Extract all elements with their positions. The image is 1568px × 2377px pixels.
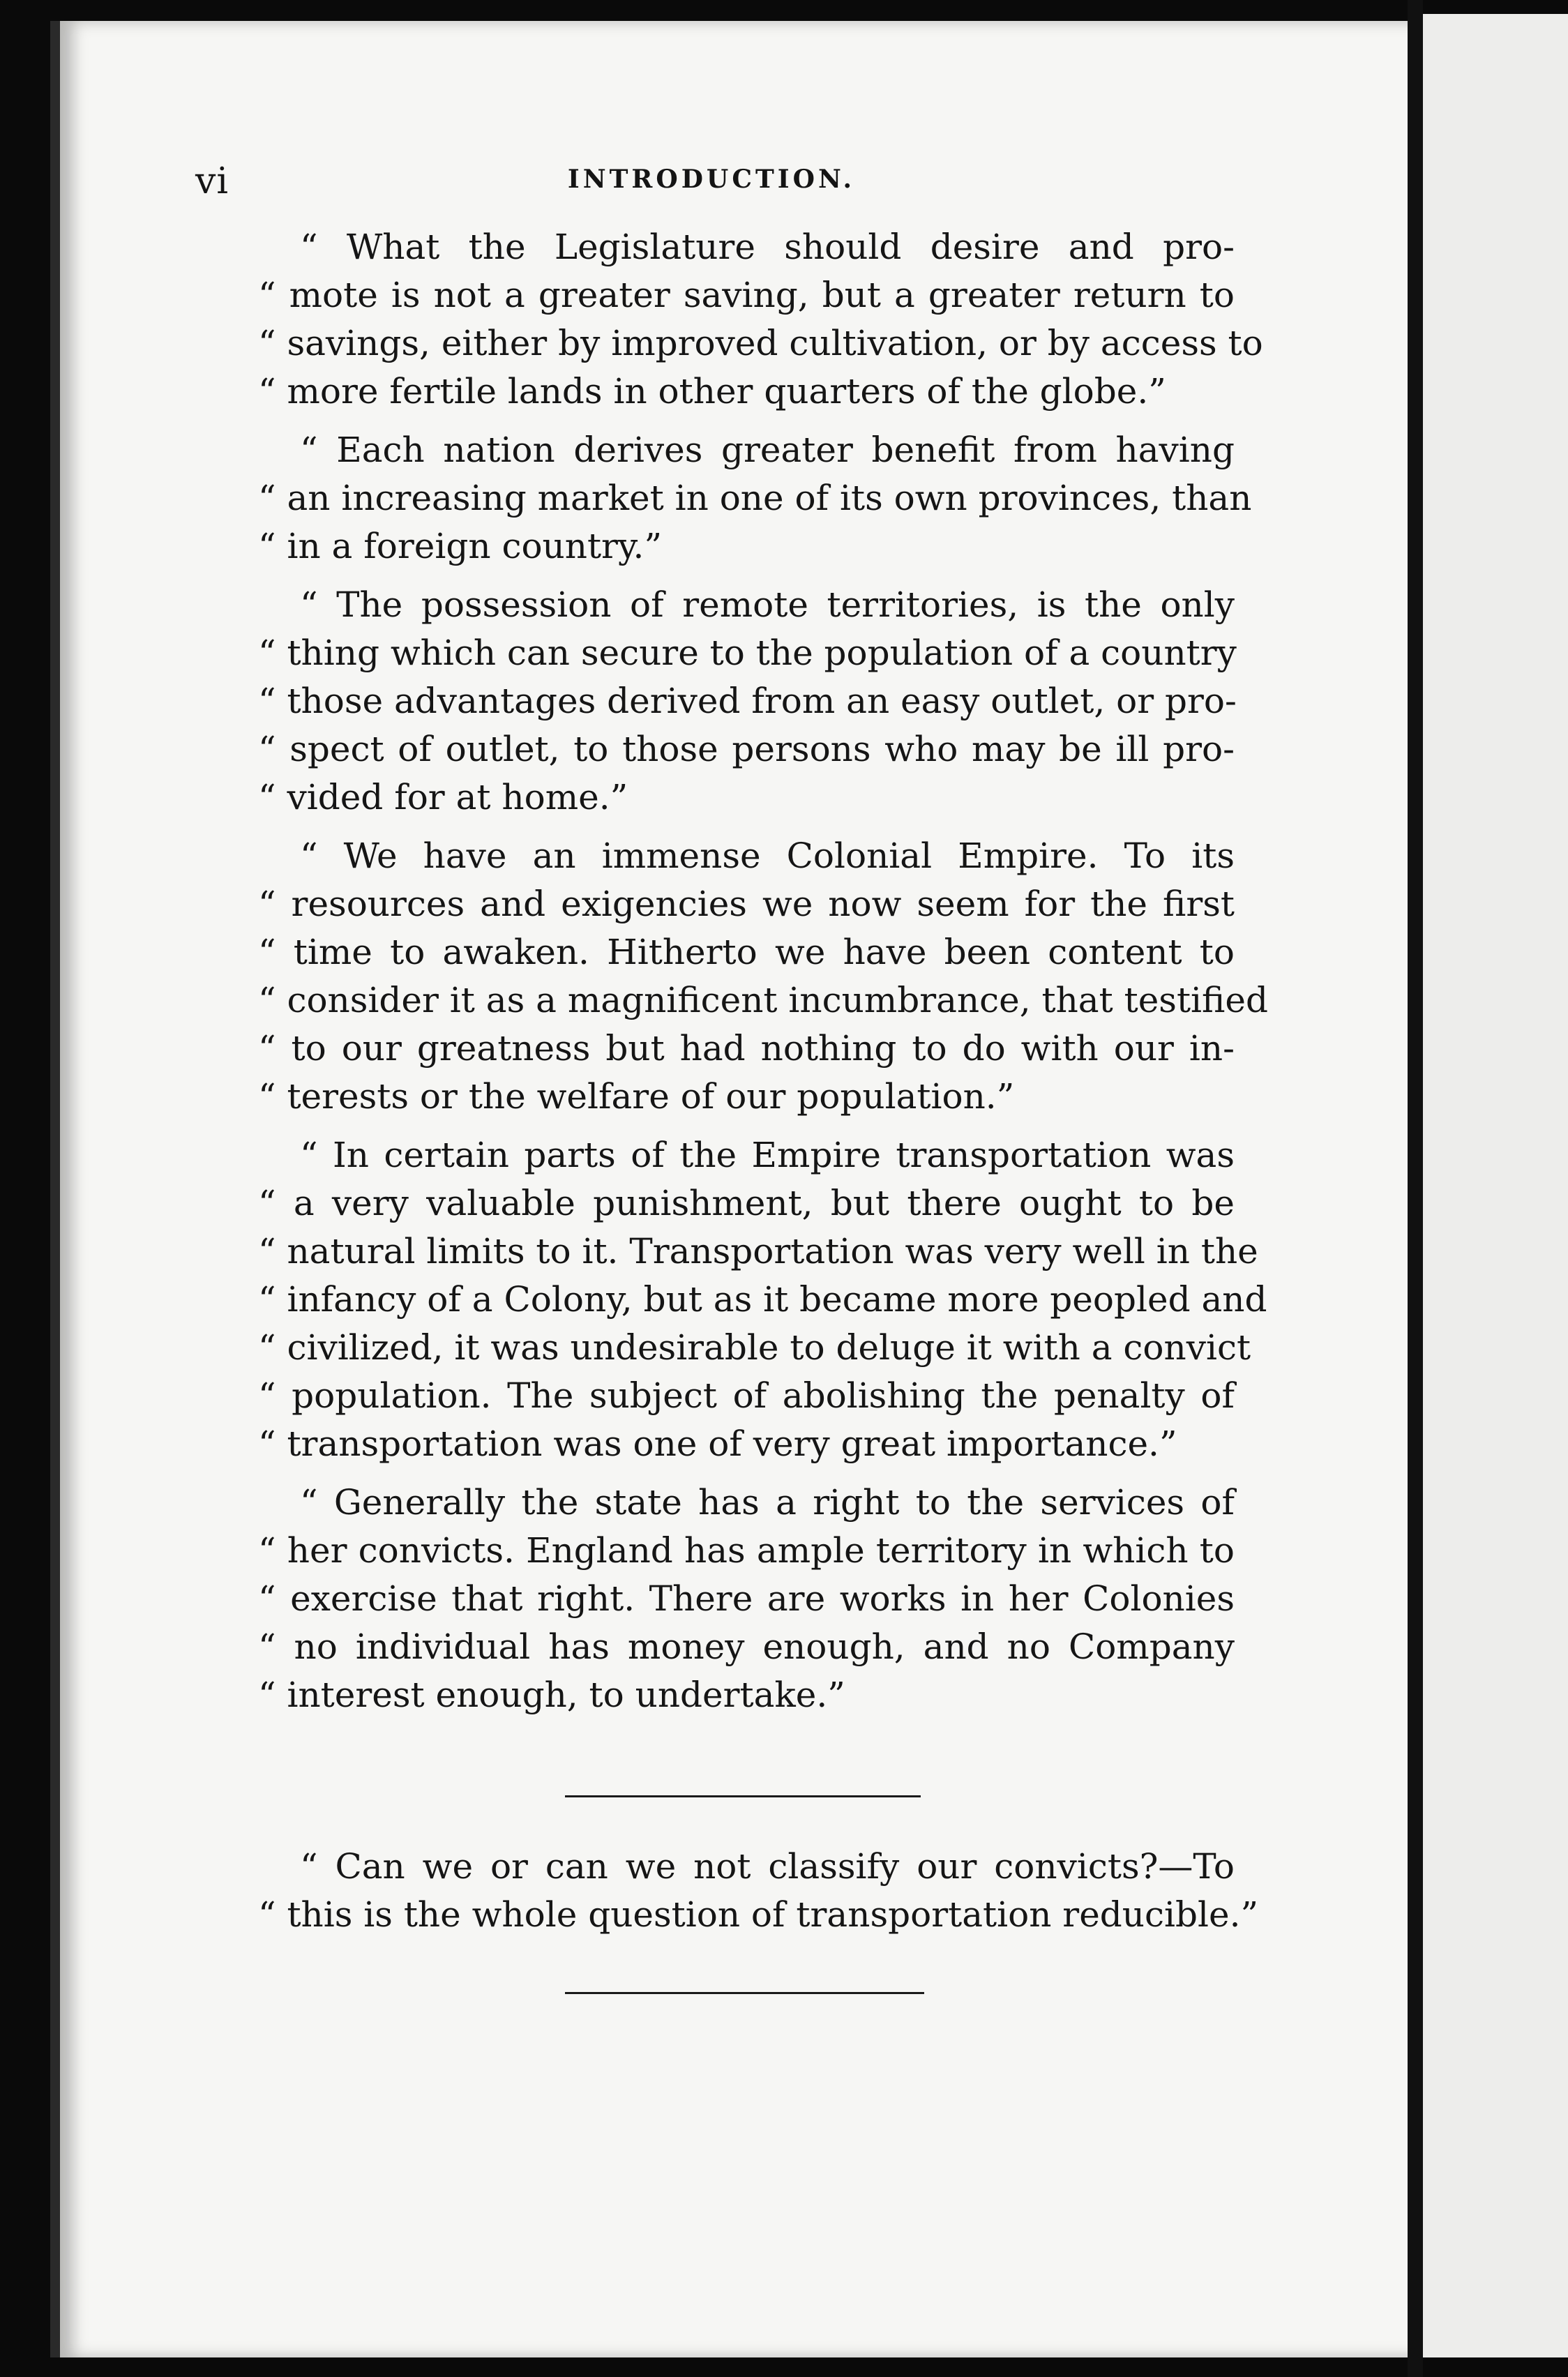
text-line: “ Can we or can we not classify our convicts?—To — [300, 1846, 1235, 1887]
end-divider-rule — [565, 1992, 924, 1994]
text-line: “ transportation was one of very great importance.” — [258, 1424, 1177, 1464]
quote-paragraph-1 — [258, 223, 1263, 416]
quote-paragraph-4 — [258, 832, 1268, 1121]
text-line: “ more fertile lands in other quarters of the globe.” — [258, 371, 1166, 412]
text-line: “ no individual has money enough, and no Company — [258, 1627, 1235, 1667]
page-number: vi — [195, 160, 229, 202]
text-line: “ civilized, it was undesirable to deluge it with a convict — [258, 1327, 1251, 1368]
text-line: “ thing which can secure to the population of a country — [258, 633, 1237, 673]
text-line: “ infancy of a Colony, but as it became more peopled and — [258, 1279, 1267, 1320]
running-title: INTRODUCTION. — [567, 165, 856, 194]
text-line: “ natural limits to it. Transportation was very well in the — [258, 1231, 1258, 1271]
text-line: “ in a foreign country.” — [258, 526, 663, 566]
text-line: “ those advantages derived from an easy outlet, or pro- — [258, 681, 1237, 721]
text-line: “ consider it as a magnificent incumbrance, that testified — [258, 980, 1268, 1020]
page-gutter — [1408, 0, 1423, 2377]
text-line: “ her convicts. England has ample territory in which to — [258, 1530, 1235, 1571]
text-line: “ time to awaken. Hitherto we have been content to — [258, 932, 1235, 972]
closing-quotation — [258, 1843, 1259, 1949]
facing-page-edge — [1423, 14, 1568, 2357]
text-line: “ resources and exigencies we now seem for the first — [258, 884, 1235, 924]
text-line: “ an increasing market in one of its own provinces, than — [258, 478, 1252, 518]
text-line: “ population. The subject of abolishing the penalty of — [258, 1375, 1235, 1416]
text-line: “ to our greatness but had nothing to do with our in- — [258, 1028, 1235, 1069]
text-line: “ a very valuable punishment, but there ought to be — [258, 1183, 1235, 1223]
text-line: “ Each nation derives greater benefit from having — [300, 430, 1235, 470]
text-line: “ What the Legislature should desire and pro- — [300, 227, 1235, 267]
running-head — [195, 160, 1228, 202]
section-divider-rule — [565, 1795, 921, 1797]
quote-paragraph-5 — [258, 1131, 1267, 1468]
text-line: “ savings, either by improved cultivation, or by access to — [258, 323, 1263, 363]
text-line: “ We have an immense Colonial Empire. To its — [300, 836, 1235, 876]
text-line: “ terests or the welfare of our population.” — [258, 1076, 1015, 1117]
text-line: “ The possession of remote territories, is the only — [300, 584, 1235, 625]
text-line: “ vided for at home.” — [258, 777, 628, 817]
quote-paragraph-6 — [258, 1479, 1235, 1719]
quotations-body — [258, 223, 1268, 1730]
text-line: “ this is the whole question of transportation reducible.” — [258, 1894, 1259, 1935]
quote-paragraph-2 — [258, 426, 1252, 571]
quote-paragraph-closing — [258, 1843, 1259, 1939]
text-line: “ Generally the state has a right to the services of — [300, 1482, 1235, 1523]
text-line: “ interest enough, to undertake.” — [258, 1675, 845, 1715]
text-line: “ mote is not a greater saving, but a greater return to — [258, 275, 1235, 315]
text-line: “ In certain parts of the Empire transportation was — [300, 1135, 1235, 1175]
text-line: “ spect of outlet, to those persons who may be ill pro- — [258, 729, 1235, 769]
text-line: “ exercise that right. There are works in her Colonies — [258, 1578, 1235, 1619]
quote-paragraph-3 — [258, 581, 1235, 822]
